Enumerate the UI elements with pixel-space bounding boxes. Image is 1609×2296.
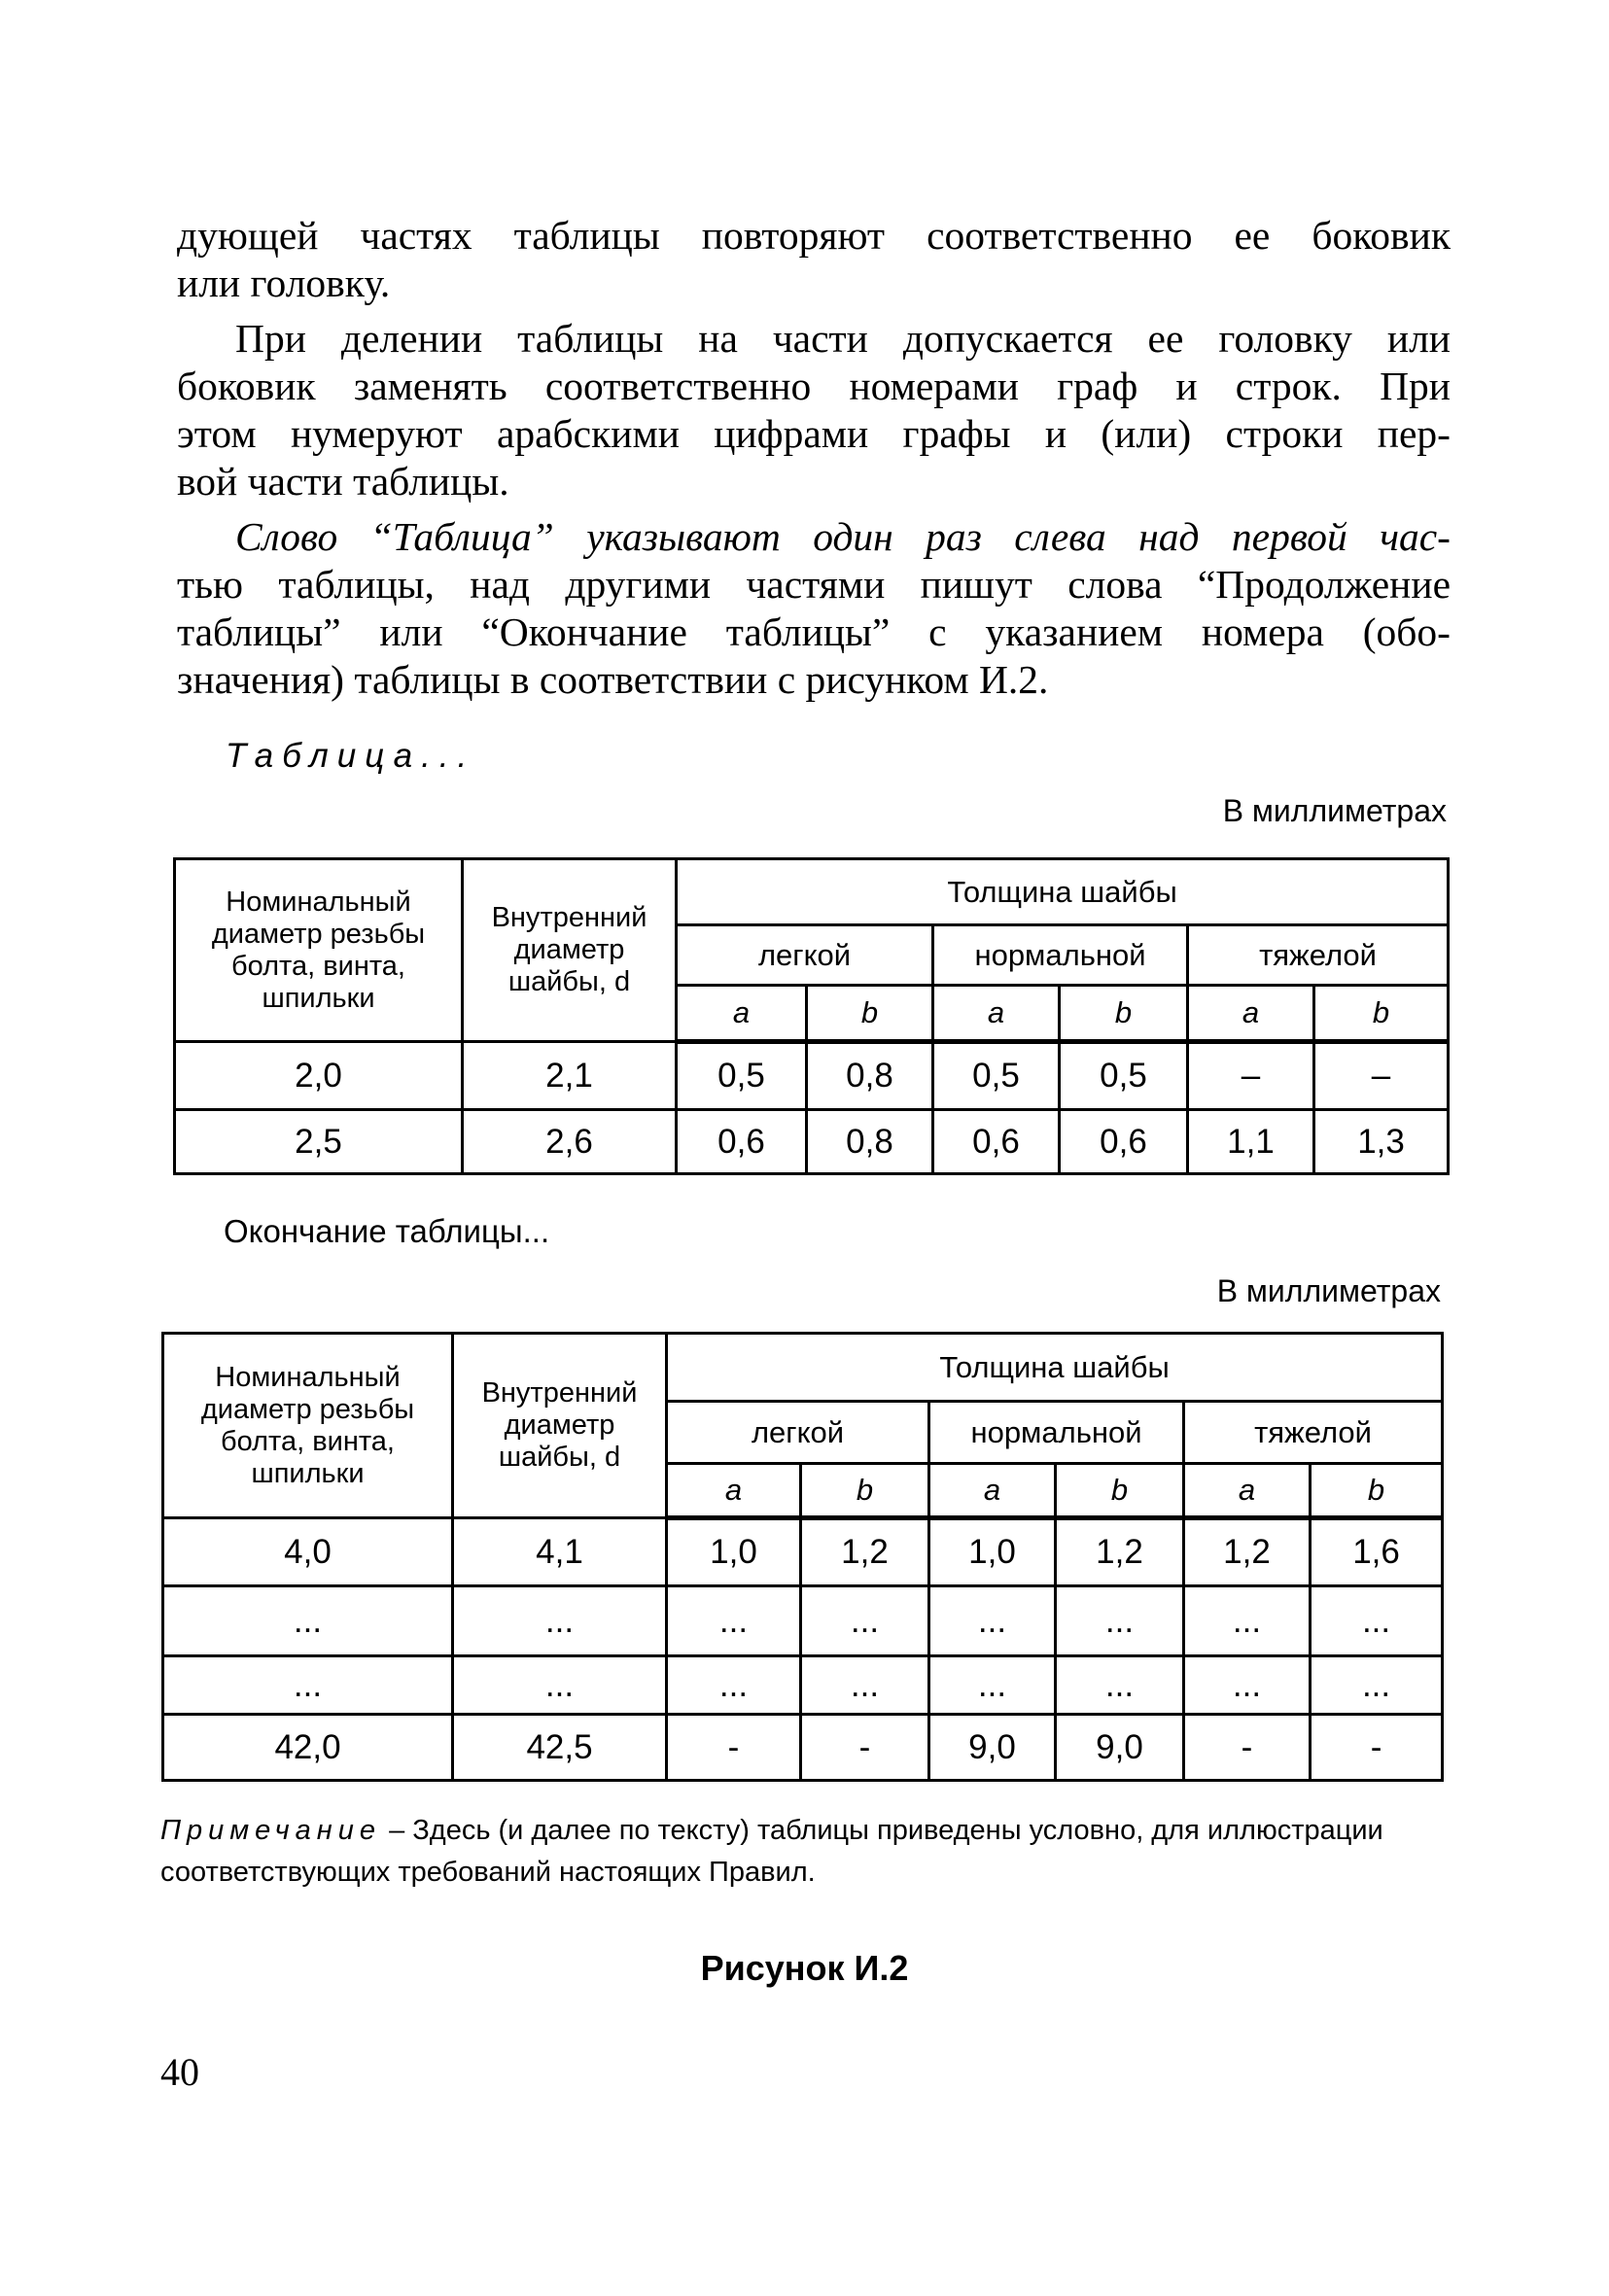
table-cell: 9,0 [1056,1715,1184,1781]
table-row [163,1715,1443,1781]
table-2-caption: Окончание таблицы... [224,1213,550,1249]
table-cell: 2,0 [175,1042,463,1110]
table-cell: 0,5 [677,1042,807,1110]
table-cell: 1,2 [1184,1518,1311,1586]
note-lead: Примечание [160,1815,382,1846]
table-1 [173,857,1450,1175]
table-cell: 2,5 [175,1110,463,1174]
note-text: Здесь (и далее по тексту) таблицы приведены условно, для иллюстрации соответствующих требований настоящих Правил. [160,1815,1383,1888]
table-cell: – [1314,1042,1449,1110]
note-dash: – [381,1815,413,1846]
table-cell: 0,6 [933,1110,1060,1174]
paragraph-line: значения) таблицы в соответствии с рисунком И.2. [177,657,1049,702]
paragraph-3 [177,513,1451,704]
table-cell: 4,0 [163,1518,453,1586]
table-row [163,1656,1443,1715]
table-cell: 0,8 [807,1042,933,1110]
table-cell: ... [163,1656,453,1715]
paragraph-line: боковик заменять соответственно номерами граф и строк. При [177,364,1451,408]
table-cell: 0,6 [677,1110,807,1174]
table-cell: 1,6 [1311,1518,1443,1586]
header-a: a [667,1464,801,1518]
header-nominal-diameter: Номинальный диаметр резьбы болта, винта, шпильки [175,859,463,1042]
paragraph-1 [177,212,1451,307]
table-cell: 0,5 [933,1042,1060,1110]
table-cell: 42,0 [163,1715,453,1781]
table-cell: 1,2 [1056,1518,1184,1586]
table-cell: – [1188,1042,1314,1110]
table-cell: 0,8 [807,1110,933,1174]
table-cell: 42,5 [453,1715,667,1781]
table-cell: ... [801,1656,929,1715]
paragraph-line: Слово “Таблица” указывают один раз слева над первой час- [235,514,1451,559]
page-number: 40 [160,2050,199,2094]
table-cell: ... [929,1656,1056,1715]
table-cell: ... [667,1656,801,1715]
table-cell: 4,1 [453,1518,667,1586]
header-nominal-diameter: Номинальный диаметр резьбы болта, винта, шпильки [163,1334,453,1518]
paragraph-line: таблицы” или “Окончание таблицы” с указанием номера (обо- [177,609,1451,654]
header-b: b [807,986,933,1042]
table-cell: ... [1056,1656,1184,1715]
paragraph-line: дующей частях таблицы повторяют соответственно ее боковик [177,213,1451,258]
paragraph-line: вой части таблицы. [177,459,509,504]
table-2-units: В миллиметрах [1216,1273,1441,1308]
figure-caption: Рисунок И.2 [700,1948,909,1988]
header-a: a [933,986,1060,1042]
table-cell: 1,0 [929,1518,1056,1586]
header-inner-diameter: Внутренний диаметр шайбы, d [463,859,677,1042]
header-light: легкой [667,1402,929,1464]
header-a: a [677,986,807,1042]
table-cell: - [1311,1715,1443,1781]
table-1-units: В миллиметрах [1222,793,1447,828]
header-a: a [1184,1464,1311,1518]
header-normal: нормальной [933,925,1188,986]
table-2 [161,1332,1444,1782]
paragraph-2 [177,315,1451,505]
header-heavy: тяжелой [1184,1402,1443,1464]
header-a: a [1188,986,1314,1042]
header-b: b [1056,1464,1184,1518]
paragraph-line: тью таблицы, над другими частями пишут слова “Продолжение [177,562,1451,607]
header-b: b [1060,986,1188,1042]
table-cell: ... [929,1586,1056,1656]
table-cell: ... [453,1656,667,1715]
table-cell: ... [667,1586,801,1656]
table-cell: 1,2 [801,1518,929,1586]
note [160,1810,1453,1894]
header-b: b [801,1464,929,1518]
paragraph-line: или головку. [177,261,391,305]
table-cell: 0,5 [1060,1042,1188,1110]
table-cell: ... [1311,1656,1443,1715]
header-b: b [1314,986,1449,1042]
table-cell: 1,3 [1314,1110,1449,1174]
header-b: b [1311,1464,1443,1518]
paragraph-line: При делении таблицы на части допускается ее головку или [235,316,1451,361]
table-cell: 0,6 [1060,1110,1188,1174]
table-cell: ... [1311,1586,1443,1656]
table-row [163,1586,1443,1656]
table-cell: - [801,1715,929,1781]
table-row [175,1110,1449,1174]
table-cell: ... [1056,1586,1184,1656]
table-cell: ... [163,1586,453,1656]
header-light: легкой [677,925,933,986]
table-cell: 9,0 [929,1715,1056,1781]
table-cell: 2,6 [463,1110,677,1174]
header-normal: нормальной [929,1402,1184,1464]
table-cell: - [1184,1715,1311,1781]
paragraph-line: этом нумеруют арабскими цифрами графы и (или) строки пер- [177,411,1451,456]
table-cell: 1,0 [667,1518,801,1586]
header-heavy: тяжелой [1188,925,1449,986]
table-cell: ... [453,1586,667,1656]
table-row [175,1042,1449,1110]
table-cell: ... [801,1586,929,1656]
header-a: a [929,1464,1056,1518]
table-cell: 1,1 [1188,1110,1314,1174]
table-cell: ... [1184,1656,1311,1715]
table-1-caption: Таблица... [226,737,476,775]
header-inner-diameter: Внутренний диаметр шайбы, d [453,1334,667,1518]
table-row [163,1518,1443,1586]
table-cell: - [667,1715,801,1781]
header-thickness: Толщина шайбы [667,1334,1443,1402]
header-thickness: Толщина шайбы [677,859,1449,925]
table-cell: ... [1184,1586,1311,1656]
table-cell: 2,1 [463,1042,677,1110]
